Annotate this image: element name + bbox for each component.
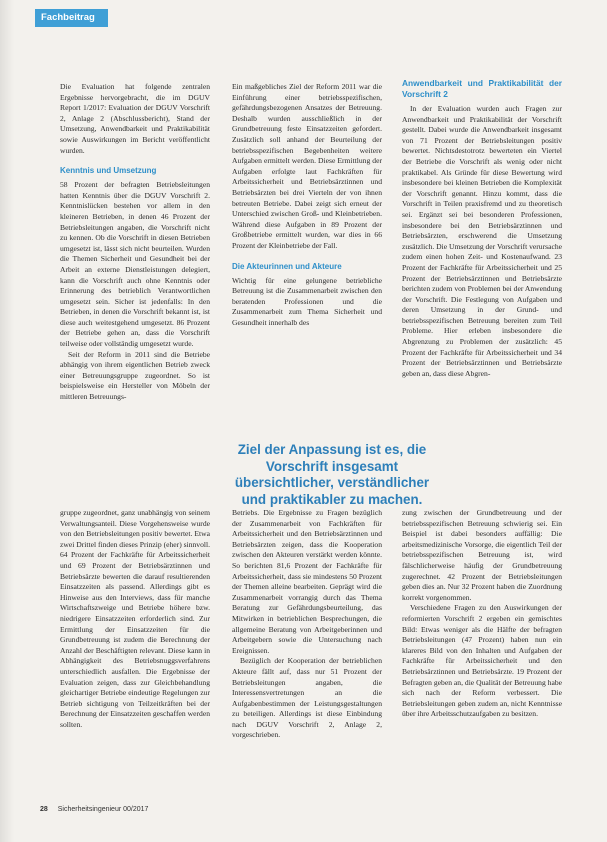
column-2-bottom [232, 508, 382, 741]
column-1-top [60, 82, 210, 403]
paragraph: Bezüglich der Kooperation der betrieblichen Akteure fällt auf, dass nur 51 Prozent der Betriebsleitungen angaben, die Interessensvertretungen an die Aufgabenbestimmen der Leistungsgestaltungen zu beteiligen. Allerdings ist diese Einbindung nach DGUV Vorschrift 2, Anlage 2, vorgeschrieben. [232, 656, 382, 740]
heading-anwendbarkeit: Anwendbarkeit und Praktikabilität der Vorschrift 2 [402, 78, 562, 99]
paragraph: Ein maßgebliches Ziel der Reform 2011 war die Einführung einer betriebsspezifischen, gefährdungsbezogenen Ansatzes der Betreuung. Deshalb wurden ausschließlich in der Grundbetreuung feste Einsatzzeiten gefordert. Zusätzlich soll anhand der Beurteilung der betriebsspezifischen Begebenheiten weitere Aufgaben ermittelt werden. Diese Ermittlung der Aufgaben erfolgte laut Fachkräften für Arbeitssicherheit und Betriebsärztinnen und Betriebsärzten bei drei Vierteln der von ihnen betreuten Betriebe. Dabei zeigt sich erneut der Unterschied zwischen Groß- und Kleinbetrieben. Während diese Aufgaben in 89 Prozent der Großbetriebe ermittelt wurden, war dies in 66 Prozent der Kleinbetriebe der Fall. [232, 82, 382, 250]
heading-akteure: Die Akteurinnen und Akteure [232, 261, 342, 271]
pull-quote: Ziel der Anpassung ist es, die Vorschrift insgesamt übersichtlicher, verständlicher und praktikabler zu machen. [222, 442, 442, 508]
paragraph: Seit der Reform in 2011 sind die Betriebe abhängig von ihrem eigentlichen Betrieb zweck einer Betreuungsgruppe zugeordnet. So ist beispielsweise ein Hersteller von Möbeln der mittleren Betreuungs- [60, 349, 210, 402]
page-gutter-shadow [0, 0, 14, 842]
column-3-bottom [402, 508, 562, 720]
column-2-top [232, 82, 382, 328]
paragraph: In der Evaluation wurden auch Fragen zur Anwendbarkeit und Praktikabilität der Vorschrift gestellt. Dabei wurde die Anwendbarkeit insgesamt von 71 Prozent der Betriebsleitungen positiv bewertet. Nichtsdestotrotz bewerteten ein Viertel der Betriebe die Vorschrift als wenig oder nicht praktikabel. Als Gründe für diese Bewertung wird insbesondere bei kleinen Betrieben die Komplexität der Vorschrift genannt. Hinzu kommt, dass die Vorschrift in Teilen praxisfremd und zu theoretisch sei. Ergänzt sei bei besonderen Professionen, insbesondere bei den Betriebsärztinnen und Betriebsärzten, erschwerend die Umsetzung zusätzlich. Die Umsetzung der Vorschrift verursache zudem einen hohen Zeit- und Kostenaufwand. 23 Prozent der Fachkräfte für Arbeitssicherheit und 25 Prozent der Betriebsärztinnen und Betriebsärzte berichten zudem von Problemen bei der Anwendung der Vorschrift. Die Festlegung von Aufgaben und deren Umsetzung in der Grund- und betriebsspezifischen Betreuung bereiten zum Teil Probleme. Hier erleben insbesondere die Abgrenzung zu Problemen der zusätzlich: 45 Prozent der Fachkräfte für Arbeitssicherheit und 34 Prozent der Betriebsärztinnen und Betriebsärzte geben an, dass diese Abgren- [402, 104, 562, 378]
paragraph: Betriebs. Die Ergebnisse zu Fragen bezüglich der Zusammenarbeit von Fachkräften für Arbeitssicherheit und den Betriebsärztinnen und Betriebsärzten zeigen, dass die Kooperation zwischen den Akteuren verstärkt werden könnte. So berichten 81,6 Prozent der Fachkräfte für Arbeitssicherheit, dass sie mindestens 50 Prozent der Themen alleine bearbeiten. Geprägt wird die Zusammenarbeit vorrangig durch das Thema Beratung zur Gefährdungsbeurteilung, das Mitwirken in betrieblichen Besprechungen, die allgemeine Beratung von Arbeitgeberinnen und Arbeitgebern sowie die Untersuchung nach Ereignissen. [232, 508, 382, 655]
paragraph: zung zwischen der Grundbetreuung und der betriebsspezifischen Betreuung schwierig sei. Ein Beispiel ist dabei besonders auffällig: Die arbeitsmedizinische Vorsorge, die eigentlich Teil der betriebsspezifischen Betreuung ist, wird fälschlicherweise häufig der Grundbetreuung zugerechnet. 42 Prozent der Betriebsleitungen geben dies an. Nur 32 Prozent haben die Zuordnung korrekt vorgenommen. [402, 508, 562, 602]
section-tab: Fachbeitrag [35, 9, 108, 27]
heading-kenntnis: Kenntnis und Umsetzung [60, 166, 157, 176]
intro-paragraph: Die Evaluation hat folgende zentralen Ergebnisse hervorgebracht, die im DGUV Report 1/2017: Evaluation der DGUV Vorschrift 2, Anlage 2 (Abschlussbericht), Stand der Umsetzung, Anwendbarkeit und Praktikabilität sowie Auswirkungen im Bericht veröffentlicht wurden. [60, 82, 210, 155]
magazine-name: Sicherheitsingenieur 00/2017 [57, 806, 149, 813]
page-number: 28 [40, 806, 48, 813]
paragraph: 58 Prozent der befragten Betriebsleitungen hatten Kenntnis über die DGUV Vorschrift 2. Kenntnislücken bestehen vor allem in den kleineren Betrieben, in denen 46 Prozent der Betriebsleitungen angaben, die Vorschrift nicht zu kennen. Ob die Vorschrift in diesen Betrieben umgesetzt ist, lässt sich nicht beurteilen. Wurden die Themen Sicherheit und Gesundheit bei der Arbeit an externe Dienstleistungen delegiert, kann die Vorschrift auch ohne Kenntnis oder Erinnerung des betrieblich Verantwortlichen umgesetzt sein. Sicher ist jedenfalls: In den Betrieben, in denen die Vorschrift bekannt ist, ist diese auch weitestgehend umgesetzt. 86 Prozent der Betriebe gehen an, dass die Vorschrift teilweise oder vollständig umgesetzt wurde. [60, 180, 210, 349]
column-1-bottom [60, 508, 210, 730]
paragraph: Verschiedene Fragen zu den Auswirkungen der reformierten Vorschrift 2 ergeben ein gemischtes Bild: Etwas weniger als die Hälfte der befragten Betriebsleitungen (47 Prozent) haben nun ein klareres Bild von den Inhalten und Aufgaben der Fachkräfte für Arbeitssicherheit und den Betriebsärztinnen und Betriebsärzte. 19 Prozent der Befragten geben an, die Qualität der Betreuung habe sich nach der Reform verbessert. Die Betriebsleitungen geben zudem an, nicht Kenntnisse über ihre Arbeitsschutzaufgaben zu besitzen. [402, 603, 562, 719]
paragraph: Wichtig für eine gelungene betriebliche Betreuung ist die Zusammenarbeit zwischen den beratenden Professionen und die Zusammenarbeit zum Thema Sicherheit und Gesundheit innerhalb des [232, 275, 382, 327]
paragraph: gruppe zugeordnet, ganz unabhängig von seinem Verwaltungsanteil. Diese Vorgehensweise wurde von den Betriebsleitungen positiv bewertet. Etwa zwei Drittel finden dieses Prinzip (eher) sinnvoll. 64 Prozent der Fachkräfte für Arbeitssicherheit und 69 Prozent der Betriebsärztinnen und Betriebsärzte bewerten die darauf resultierenden Einsatzzeiten als passend. Allerdings gibt es Hinweise aus den Interviews, dass für manche Wirtschaftszweige und Betriebe höhere bzw. niedrigere Einsatzzeiten erforderlich sind. Zur Ermittlung der Einsatzzeiten für die Grundbetreuung ist zudem die Berechnung der Anzahl der Beschäftigten relevant. Diese kann in Abhängigkeit des Betriebsnuggsverfahrens unterschiedlich ausfallen. Die Ergebnisse der Evaluation zeigen, dass zur Gleichbehandlung gleichartiger Betriebe eindeutige Regelungen zur Betrieb sichtigung von Teilzeitkräften bei der Berechnung der Einsatzzeiten geschaffen werden sollten. [60, 508, 210, 729]
column-3-top [402, 78, 562, 379]
page-footer [40, 806, 148, 813]
